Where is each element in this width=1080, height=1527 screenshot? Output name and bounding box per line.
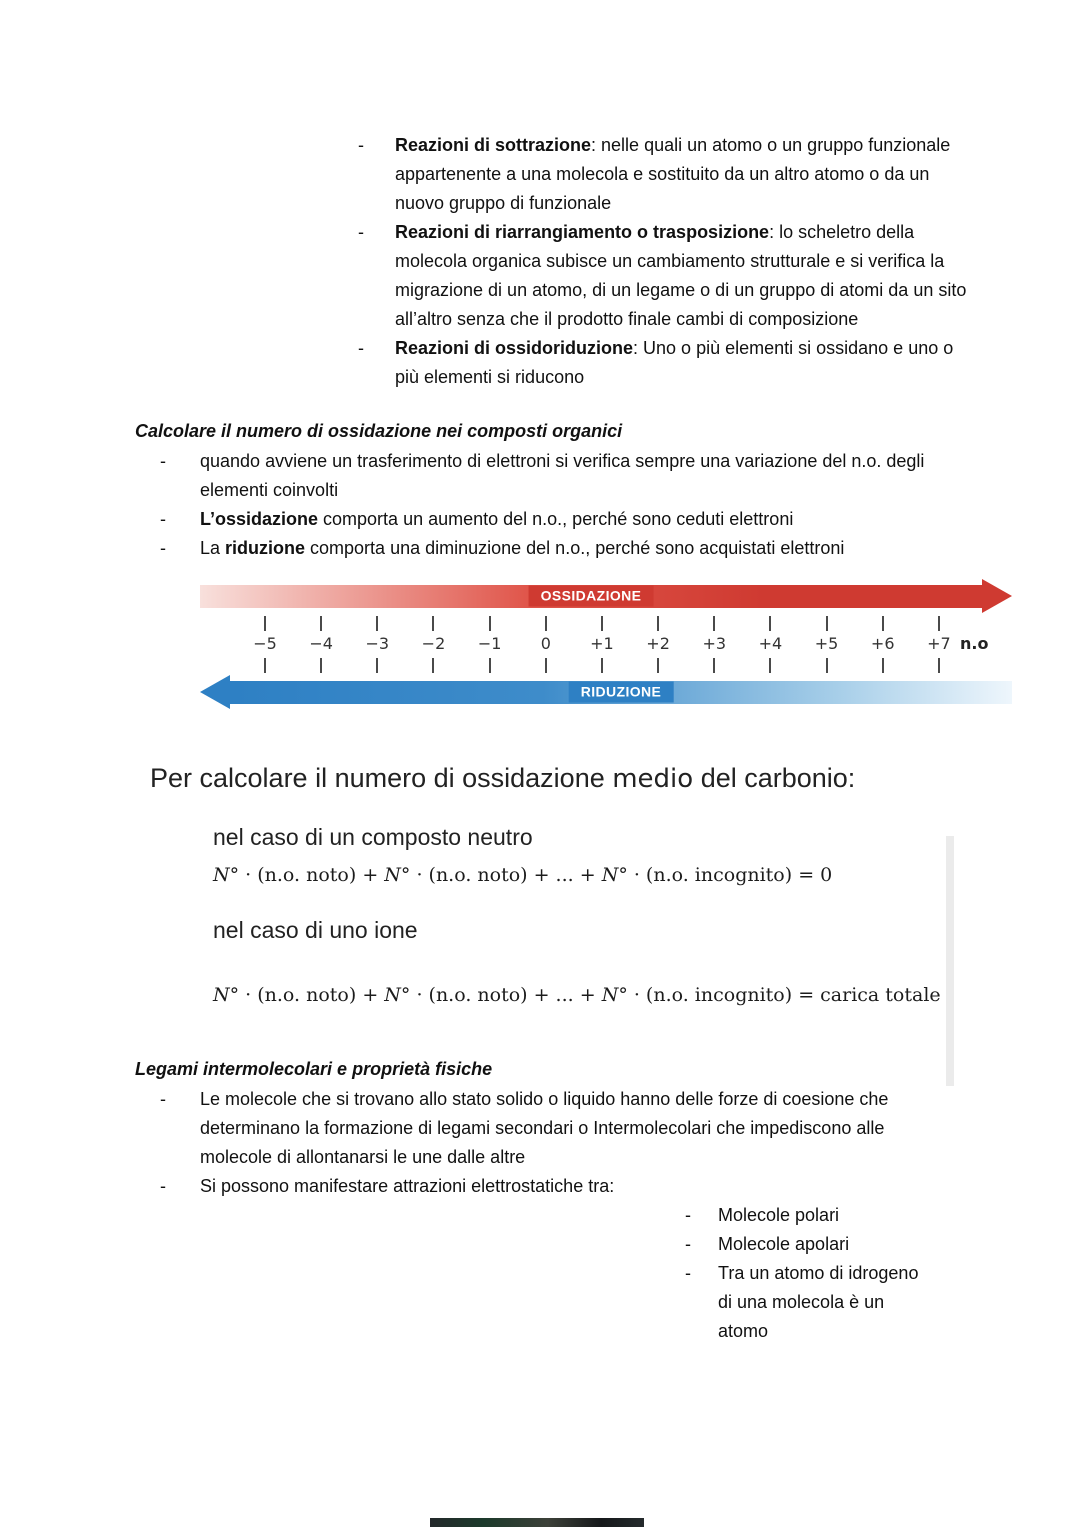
tick-mark (304, 658, 338, 673)
section-heading-intermolecular: Legami intermolecolari e proprietà fisiche (135, 1059, 493, 1079)
intermolecular-list (160, 1085, 1080, 1201)
scale-tick-label: +7 (927, 634, 951, 653)
item-bold: riduzione (225, 538, 306, 558)
list-item (685, 1201, 1080, 1230)
item-text: comporta un aumento del n.o., perché sono ceduti elettroni (318, 509, 794, 529)
reaction-description: : Uno o più elementi si ossidano e uno o più elementi si riducono (395, 338, 954, 387)
tick-mark (529, 616, 563, 631)
tick-mark (416, 658, 450, 673)
scale-tick-label: +1 (590, 634, 614, 653)
axis-label: n.o (960, 634, 989, 653)
formula-symbol: N° (384, 864, 411, 886)
scale-tick-label: −4 (309, 634, 333, 653)
bullet-dash: - (358, 222, 364, 242)
tick-mark (248, 658, 282, 673)
formula-text: · (n.o. noto) + (239, 864, 385, 886)
tick-mark (529, 658, 563, 673)
bullet-dash: - (160, 1176, 166, 1196)
reaction-term: Reazioni di riarrangiamento o trasposizione (395, 222, 770, 242)
bullet-dash: - (685, 1234, 691, 1254)
scale-tick-label: −5 (253, 634, 277, 653)
formula-text: · (n.o. incognito) = carica totale (627, 984, 941, 1006)
bullet-dash: - (358, 338, 364, 358)
cropped-image-edge (430, 1518, 644, 1527)
formula-text: · (n.o. noto) + ... + (410, 864, 602, 886)
list-item (358, 218, 1080, 334)
bullet-dash: - (160, 509, 166, 529)
list-item-text: Molecole apolari (718, 1234, 850, 1254)
scale-tick-label: +3 (702, 634, 727, 653)
reaction-term: Reazioni di ossidoriduzione (395, 338, 634, 358)
formula-symbol: N° (601, 864, 628, 886)
tick-mark (753, 658, 787, 673)
reduction-arrow-body (230, 681, 1012, 704)
oxidation-arrow (200, 579, 1012, 613)
bullet-dash: - (685, 1263, 691, 1283)
tick-mark (697, 658, 731, 673)
formula-text: · (n.o. noto) + ... + (410, 984, 602, 1006)
list-item-text (395, 334, 967, 392)
tick-mark (641, 616, 675, 631)
tick-mark (304, 616, 338, 631)
list-item (160, 447, 1080, 505)
tick-mark (697, 616, 731, 631)
scale-numbers (248, 633, 989, 655)
bullet-dash: - (685, 1205, 691, 1225)
list-item (358, 334, 1080, 392)
bullet-dash: - (160, 538, 166, 558)
tick-row-top (248, 616, 956, 631)
tick-mark (248, 616, 282, 631)
oxidation-arrowhead-icon (982, 579, 1012, 613)
list-item (160, 534, 1080, 563)
formula-symbol: N° (213, 864, 240, 886)
list-item (160, 505, 1080, 534)
list-item-text (200, 505, 958, 534)
tick-mark (641, 658, 675, 673)
tick-mark (866, 616, 900, 631)
list-item-text (200, 534, 958, 563)
list-item (160, 1085, 1080, 1172)
formula-text: · (n.o. incognito) = 0 (627, 864, 833, 886)
scale-tick-label: +6 (870, 634, 895, 653)
list-item-text: Molecole polari (718, 1205, 840, 1225)
tick-mark (753, 616, 787, 631)
oxidation-arrow-body (200, 585, 982, 608)
formula-symbol: N° (384, 984, 411, 1006)
tick-mark (585, 616, 619, 631)
tick-mark (416, 616, 450, 631)
oxidation-label: OSSIDAZIONE (529, 586, 654, 607)
list-item-text (395, 131, 967, 218)
item-bold: L’ossidazione (200, 509, 319, 529)
title-part-medio: medio (612, 764, 694, 794)
tick-mark (922, 616, 956, 631)
oxidation-scale-diagram (200, 579, 1012, 709)
item-text: comporta una diminuzione del n.o., perché sono acquistati elettroni (305, 538, 845, 558)
formula-symbol: N° (213, 984, 240, 1006)
item-text: La (200, 538, 226, 558)
bullet-dash: - (160, 451, 166, 471)
scale-tick-label: +4 (758, 634, 783, 653)
reaction-term: Reazioni di sottrazione (395, 135, 592, 155)
tick-mark (473, 616, 507, 631)
list-item-text: Le molecole che si trovano allo stato solido o liquido hanno delle forze di coesione che determinano la formazione di legami secondari o Intermolecolari che impediscono alle molecole di allontanarsi le une dalle altre (200, 1089, 889, 1167)
ion-heading: nel caso di uno ione (213, 917, 418, 943)
pasted-image-edge-shadow (946, 836, 954, 1086)
scale-tick-label: −2 (421, 634, 446, 653)
scale-tick-label: −3 (365, 634, 390, 653)
scale-tick-label: −1 (477, 634, 502, 653)
reaction-description: : nelle quali un atomo o un gruppo funzionale appartenente a una molecola e sostituito da un altro atomo o da un nuovo gruppo di funzionale (395, 135, 951, 213)
reduction-arrowhead-icon (200, 675, 230, 709)
formula-symbol: N° (601, 984, 628, 1006)
list-item-text (395, 218, 967, 334)
reduction-label: RIDUZIONE (569, 682, 674, 703)
section-heading-oxidation-number: Calcolare il numero di ossidazione nei composti organici (135, 421, 623, 441)
tick-mark (866, 658, 900, 673)
tick-mark (473, 658, 507, 673)
list-item-text: Si possono manifestare attrazioni elettrostatiche tra: (200, 1176, 615, 1196)
tick-row-bottom (248, 658, 956, 673)
list-item (160, 1172, 1080, 1201)
list-item (358, 131, 1080, 218)
tick-mark (585, 658, 619, 673)
scale-tick-label: +2 (646, 634, 670, 653)
attractions-sublist (685, 1201, 1080, 1346)
list-item-text (200, 447, 958, 505)
neutral-compound-heading: nel caso di un composto neutro (213, 824, 533, 850)
tick-mark (360, 616, 394, 631)
formula-text: · (n.o. noto) + (239, 984, 385, 1006)
scale-tick-label: +5 (814, 634, 839, 653)
oxidation-number-list (160, 447, 1080, 563)
item-text: quando avviene un trasferimento di elettroni si verifica sempre una variazione del n.o. degli elementi coinvolti (200, 451, 925, 500)
tick-mark (360, 658, 394, 673)
tick-mark (922, 658, 956, 673)
reaction-description: : lo scheletro della molecola organica subisce un cambiamento strutturale e si verifica la migrazione di un atomo, di un legame o di un gruppo di atomi da un sito all’altro senza che il prodotto finale cambi di composizione (395, 222, 967, 329)
title-part: del carbonio: (693, 763, 856, 793)
list-item-text: Tra un atomo di idrogeno di una molecola è un atomo (718, 1263, 919, 1341)
title-part: Per calcolare il numero di ossidazione (150, 763, 613, 793)
bullet-dash: - (358, 135, 364, 155)
carbon-section-title (150, 761, 1080, 796)
scale-tick-label: 0 (540, 634, 551, 653)
tick-mark (810, 616, 844, 631)
bullet-dash: - (160, 1089, 166, 1109)
reactions-list (358, 131, 1080, 392)
list-item (685, 1230, 1080, 1259)
reduction-arrow (200, 675, 1012, 709)
list-item (685, 1259, 1080, 1346)
tick-mark (810, 658, 844, 673)
